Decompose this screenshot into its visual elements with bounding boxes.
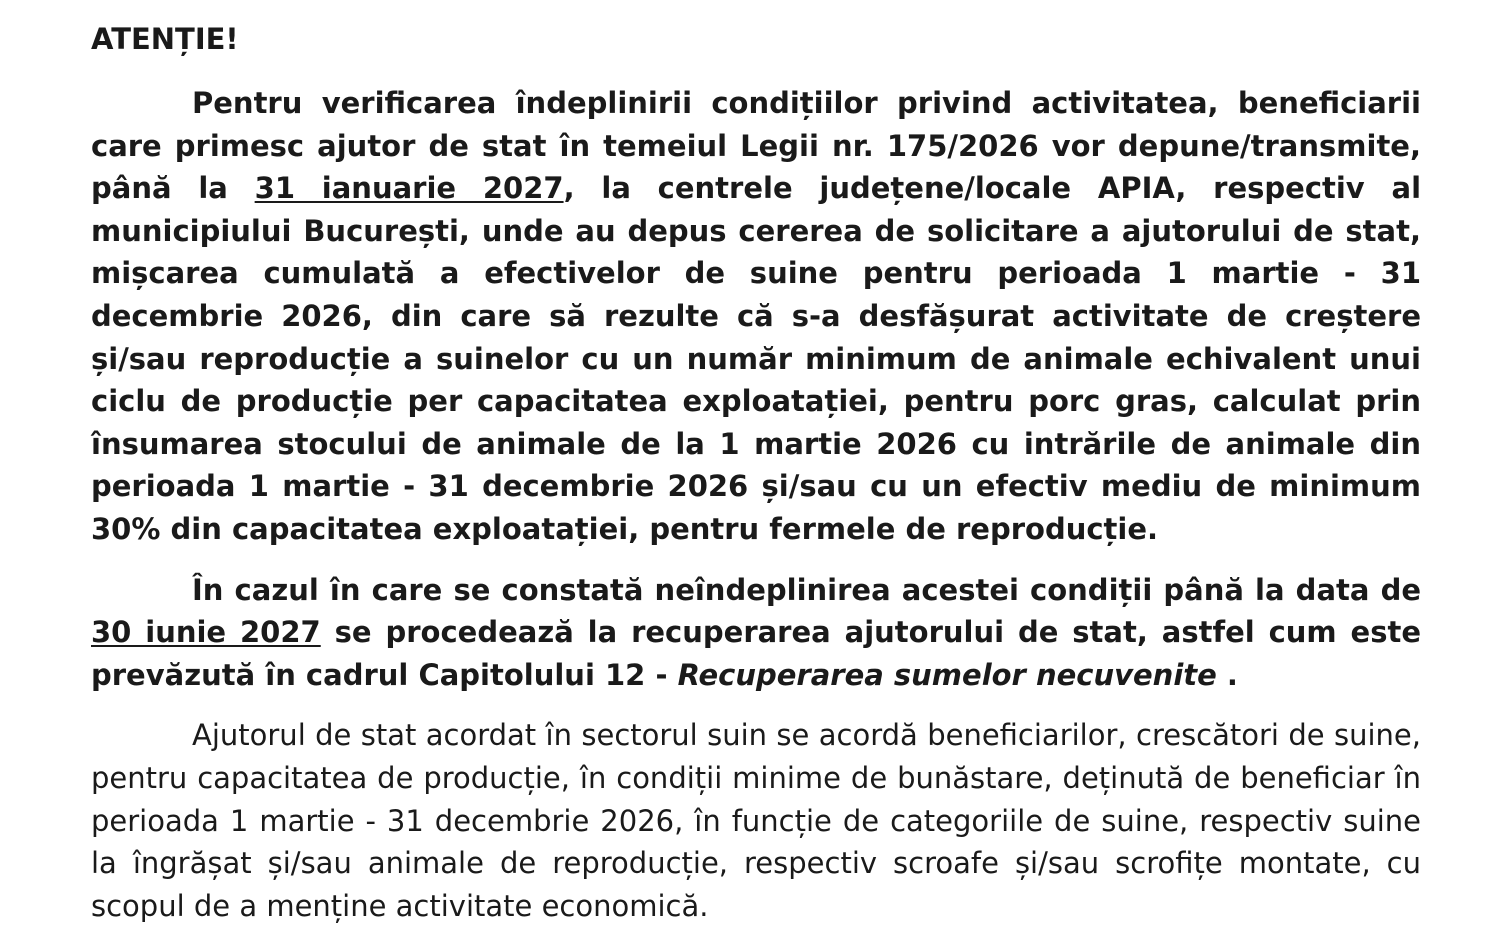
- paragraph-verification-conditions: [91, 82, 1421, 551]
- p1-text-before: Pentru verificarea îndeplinirii condițiilor privind activitatea, beneficiarii care primesc ajutor de stat în temeiul Legii nr. 175/2026 vor depune/transmite, până la: [91, 86, 1421, 206]
- document-page: [91, 18, 1421, 927]
- p2-deadline-date: 30 iunie 2027: [91, 615, 321, 650]
- p2-text-middle: se procedează la recuperarea ajutorului de stat, astfel cum este prevăzută în cadrul Capitolului 12 -: [91, 615, 1422, 692]
- p2-chapter-title: Recuperarea sumelor necuvenite: [677, 657, 1217, 692]
- p1-deadline-date: 31 ianuarie 2027: [254, 171, 564, 206]
- p2-text-after: .: [1216, 657, 1238, 692]
- paragraph-state-aid: [91, 714, 1421, 927]
- warning-heading: ATENȚIE!: [91, 22, 239, 56]
- paragraph-recovery: [91, 569, 1421, 697]
- p3-text: Ajutorul de stat acordat în sectorul suin se acordă beneficiarilor, crescători de suine, pentru capacitatea de producție, în condiții minime de bunăstare, deținută de beneficiar în perioada 1 martie - 31 decembrie 2026, în funcție de categoriile de suine, respectiv suine la îngrășat și/sau animale de reproducție, respectiv scroafe și/sau scrofițe montate, cu scopul de a menține activitate economică.: [91, 718, 1421, 923]
- p1-text-after: , la centrele județene/locale APIA, respectiv al municipiului București, unde au depus cererea de solicitare a ajutorului de stat, mișcarea cumulată a efectivelor de suine pentru perioada 1 martie - 31 decembrie 2026, din care să rezulte că s-a desfășurat activitate de creștere și/sau reproducție a suinelor cu un număr minimum de animale echivalent unui ciclu de producție per capacitatea exploatației, pentru porc gras, calculat prin însumarea stocului de animale de la 1 martie 2026 cu intrările de animale din perioada 1 martie - 31 decembrie 2026 și/sau cu un efectiv mediu de minimum 30% din capacitatea exploatației, pentru fermele de reproducție.: [91, 171, 1422, 546]
- p2-text-before: În cazul în care se constată neîndeplinirea acestei condiții până la data de: [192, 572, 1421, 607]
